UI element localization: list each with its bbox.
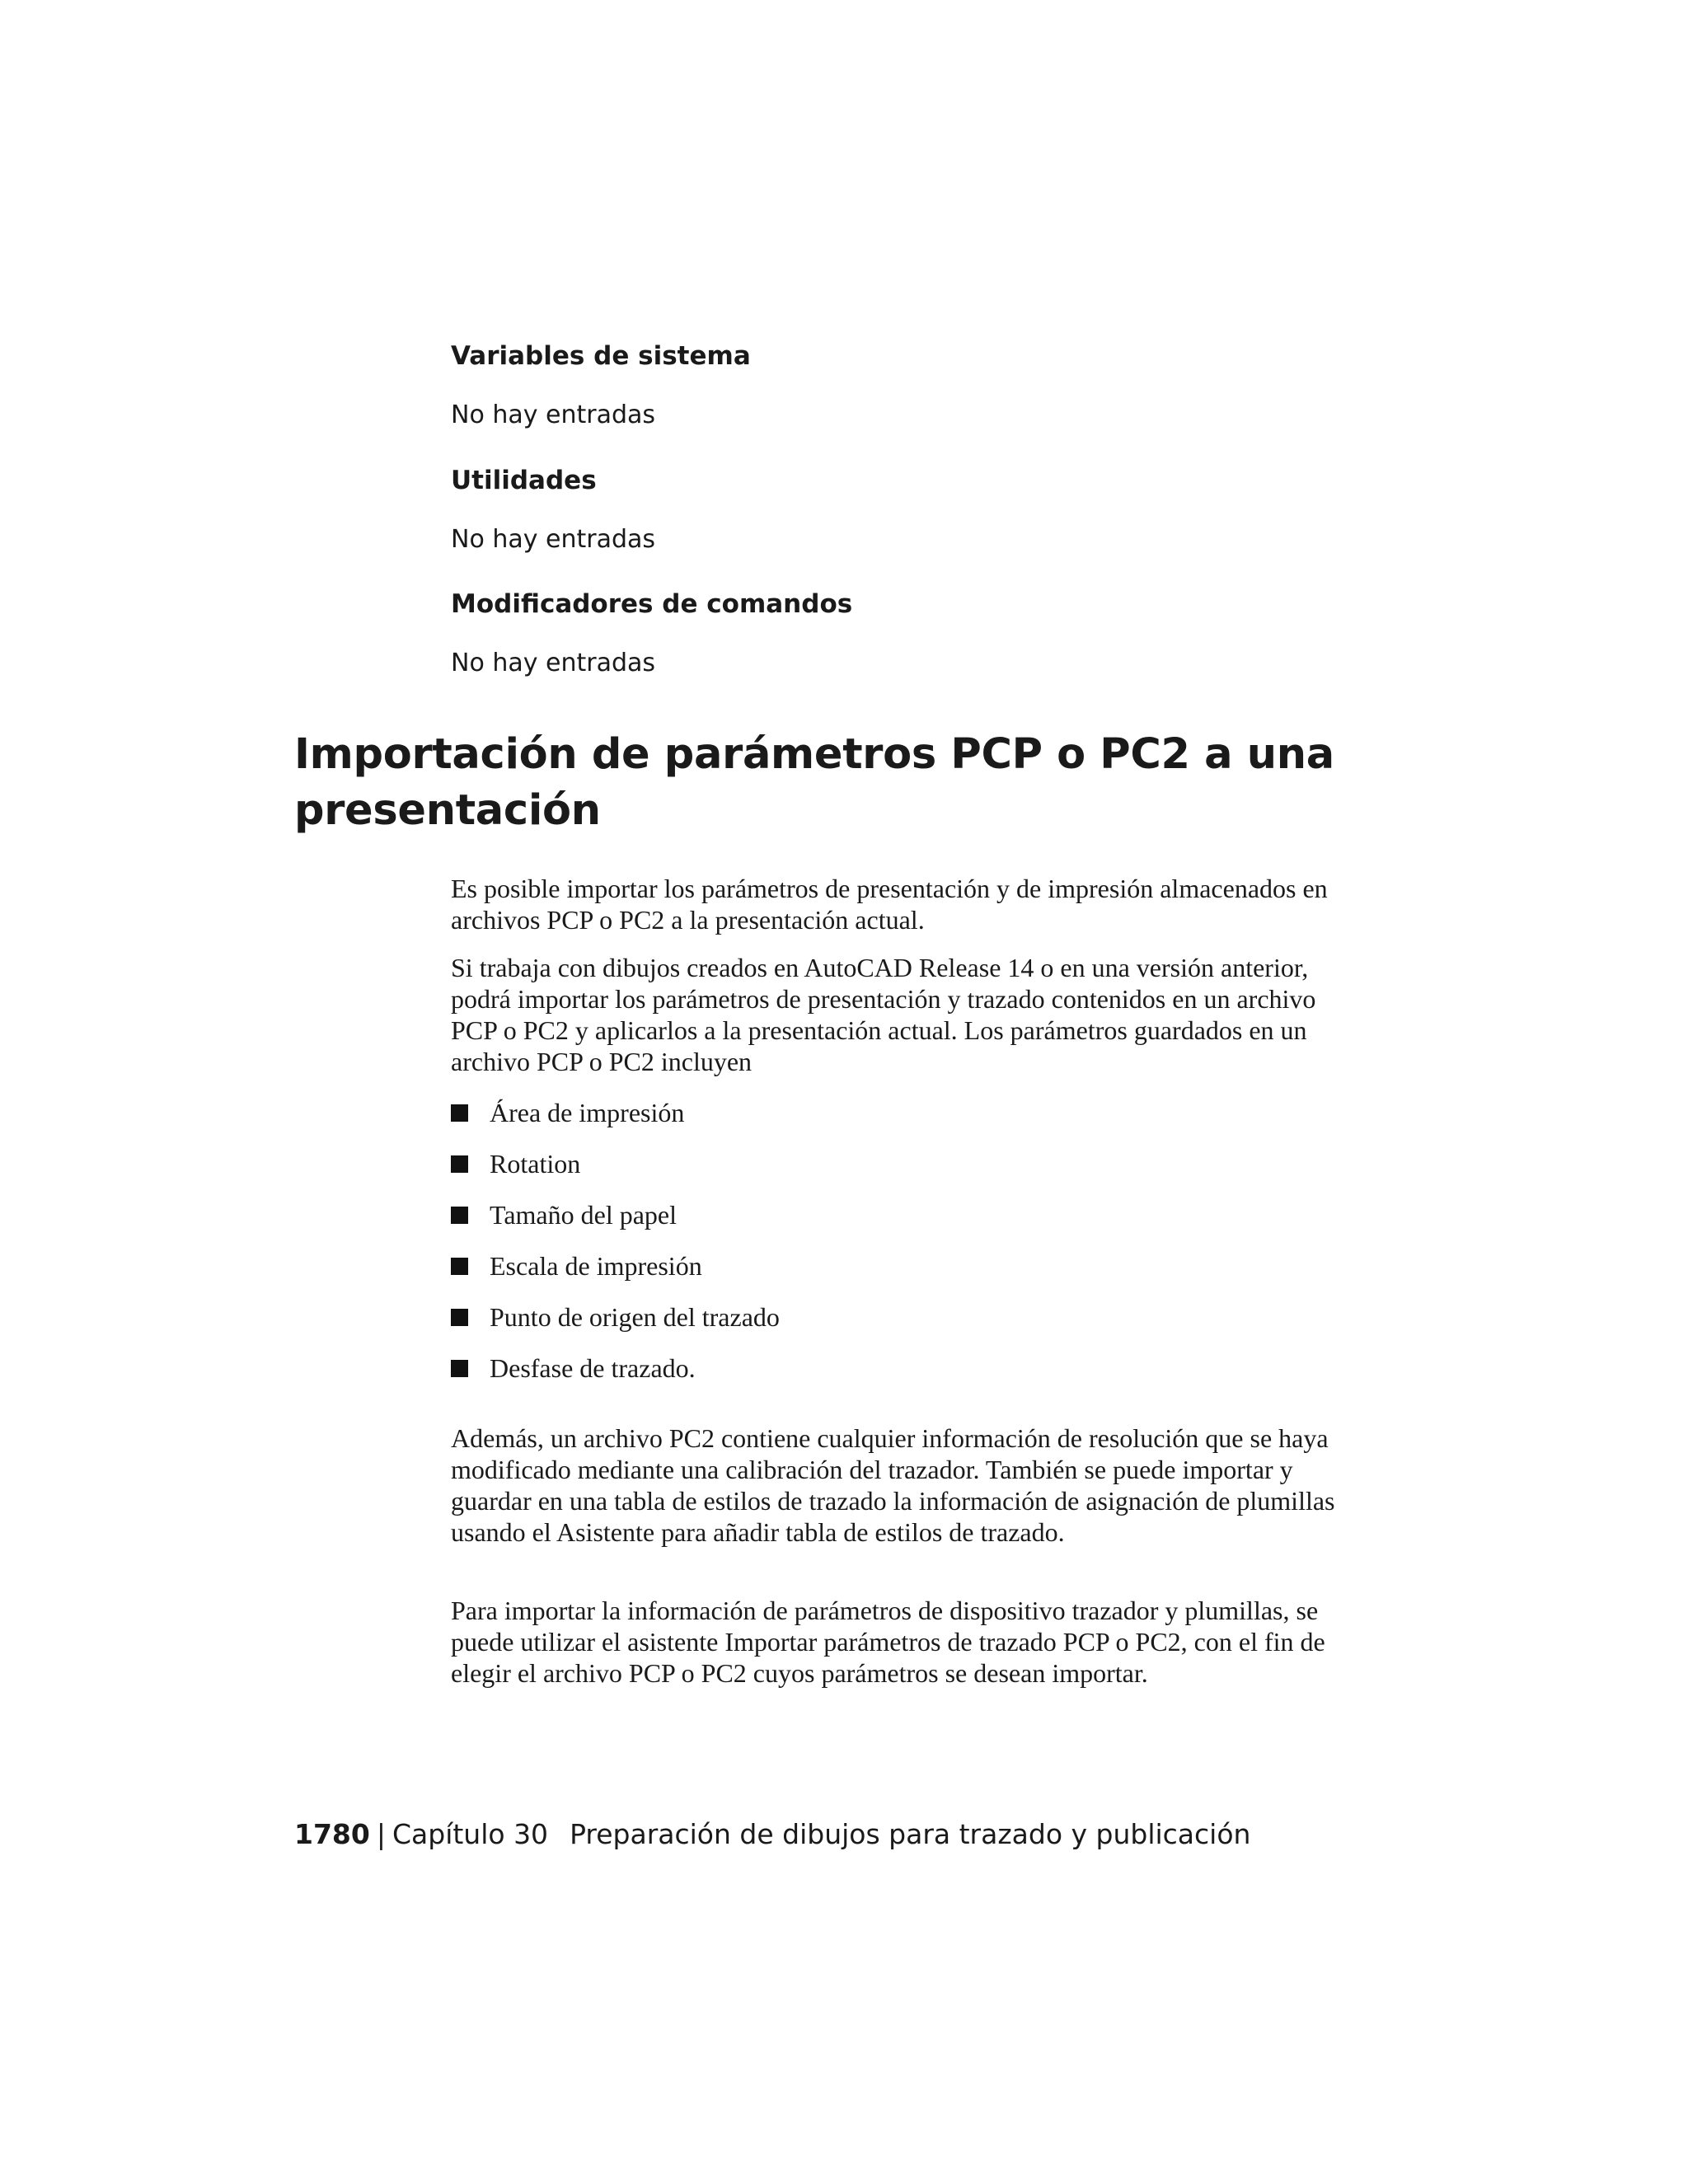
square-bullet-icon [451,1155,468,1173]
section-heading-command-modifiers: Modificadores de comandos [451,589,853,619]
square-bullet-icon [451,1360,468,1377]
square-bullet-icon [451,1309,468,1326]
page-number: 1780 [294,1818,370,1850]
list-item-text: Desfase de trazado. [490,1353,696,1383]
paragraph-import-wizard: Para importar la información de parámetros de dispositivo trazador y plumillas, se puede utilizar el asistente Importar parámetros de trazado PCP o PC2, con el fin de elegir el archivo PCP o PC2 cuyos parámetros se desean importar. [451,1596,1325,1688]
section-text-command-modifiers: No hay entradas [451,649,656,677]
paragraph-pc2-info: Además, un archivo PC2 contiene cualquier información de resolución que se haya modificado mediante una calibración del trazador. También se puede importar y guardar en una tabla de estilos de trazado la información de asignación de plumillas usando el Asistente para añadir tabla de estilos de trazado. [451,1423,1335,1547]
square-bullet-icon [451,1104,468,1122]
list-item [451,1249,1341,1301]
chapter-title: Preparación de dibujos para trazado y publicación [570,1818,1251,1850]
list-item [451,1352,1341,1403]
section-heading-system-variables: Variables de sistema [451,341,751,371]
parameter-list [451,1096,1341,1403]
section-heading-utilities: Utilidades [451,466,597,495]
square-bullet-icon [451,1207,468,1224]
page-footer [294,1816,1250,1853]
square-bullet-icon [451,1258,468,1275]
list-item [451,1147,1341,1198]
chapter-label: Capítulo 30 [392,1818,549,1850]
list-item-text: Escala de impresión [490,1251,702,1281]
list-item [451,1096,1341,1147]
paragraph-release14: Si trabaja con dibujos creados en AutoCAD Release 14 o en una versión anterior, podrá importar los parámetros de presentación y trazado contenidos en un archivo PCP o PC2 y aplicarlos a la presentación actual. Los parámetros guardados en un archivo PCP o PC2 incluyen [451,953,1316,1076]
footer-separator: | [376,1818,386,1850]
section-text-utilities: No hay entradas [451,525,656,554]
list-item [451,1198,1341,1249]
list-item-text: Punto de origen del trazado [490,1302,780,1332]
list-item [451,1301,1341,1352]
list-item-text: Área de impresión [490,1098,685,1127]
main-heading: Importación de parámetros PCP o PC2 a una presentación [294,730,1334,835]
section-text-system-variables: No hay entradas [451,401,656,429]
list-item-text: Rotation [490,1149,581,1179]
list-item-text: Tamaño del papel [490,1200,677,1230]
paragraph-intro: Es posible importar los parámetros de presentación y de impresión almacenados en archivos PCP o PC2 a la presentación actual. [451,874,1328,935]
